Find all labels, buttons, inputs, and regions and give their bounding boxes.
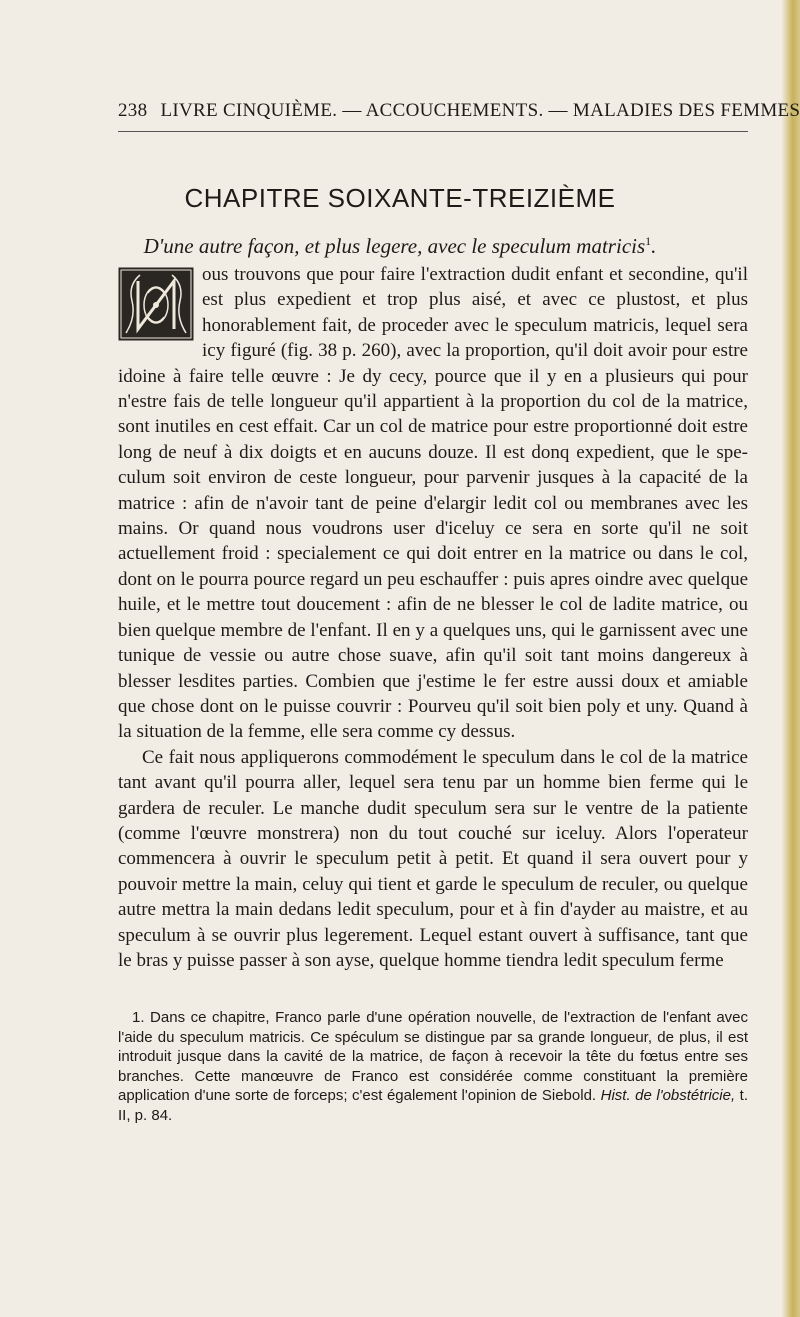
running-title: LIVRE CINQUIÈME. — ACCOUCHEMENTS. — MALADIES DES FEMMES (160, 100, 800, 121)
footnote-citation-pages: t. II, p. 84. (118, 1087, 749, 1124)
paragraph-1 (118, 262, 748, 745)
footnote-paragraph (118, 1008, 748, 1126)
footnote-citation-title: Hist. de l'obstétricie, (600, 1087, 736, 1105)
footnote (118, 1008, 748, 1126)
chapter-subtitle: D'une autre façon, et plus legere, avec le speculum matricis$^1$. (143, 234, 657, 258)
paragraph-1-text: ous trouvons que pour faire l'extraction dudit enfant et secondine, qu'il est plus expedient et trop plus aisé, et avec ce plustost, et plus honorablement fait, de proceder avec le speculum matricis, lequel sera icy figuré (fig. 38 p. 260), avec la proportion, qu'il doit avoir pour estre idoine à faire telle œuvre : Je dy cecy, pource que il y en a plusieurs qui pour n'estre fais de telle longueur qu'il appartient à la proportion du col de la matrice, sont inutiles en cest effait. Car un col de matrice pour estre proportionné doit estre long de neuf à dix doigts et en aucuns douze. Il est donq expedient, que le speculum soit environ de ceste longueur, pour parvenir jusques à la capacité de la matrice : afin de n'avoir tant de peine d'elargir ledit col ou membranes avec les mains. Or quand nous voudrons user d'iceluy ce sera en sorte qu'il ne soit actuellement froid : specialement ce qui doit entrer en la matrice ou dans le col, dont on le pourra pource regard un peu eschauffer : puis apres oindre avec quelque huile, et le mettre tout doucement : afin de ne blesser le col de ladite matrice, ou bien quelque membre de l'enfant. Il en y a quelques uns, qui le garnissent avec une tunique de vessie ou autre chose suave, afin qu'il soit tant moins dangereux à blesser lesdites parties. Combien que j'estime le fer estre aussi doux et amiable que chose dont on le puisse couvrir : Pourveu qu'il soit bien poly et uny. Quand à la situation de la femme, elle sera comme cy dessus. (118, 264, 748, 743)
running-header (118, 100, 800, 122)
page-number: 238 (118, 100, 148, 121)
body-text (118, 262, 748, 973)
decorated-initial-icon (118, 267, 194, 341)
footnote-text: 1. Dans ce chapitre, Franco parle d'une opération nouvelle, de l'extraction de l'enfant avec l'aide du speculum matricis. Ce spéculum se distingue par sa grande longueur, de plus, il est introduit jusque dans la cavité de la matrice, de façon à recevoir la tête du fœtus entre ses branches. Cette manœuvre de Franco est considérée comme constituant la première application d'une sorte de forceps; c'est également l'opinion de Siebold. (118, 1009, 748, 1105)
subtitle-text: D'une autre façon, et plus legere, avec le speculum matricis (143, 234, 646, 258)
footnote-mark: 1 (645, 234, 652, 248)
header-rule (118, 131, 748, 132)
chapter-title: CHAPITRE SOIXANTE-TREIZIÈME (184, 183, 616, 213)
paragraph-2: Ce fait nous appliquerons commodément le speculum dans le col de la matrice tant avant qu'il pourra aller, lequel sera tenu par un homme bien ferme qui le gardera de reculer. Le manche dudit speculum sera sur le ventre de la patiente (comme l'œuvre monstrera) non du tout couché sur iceluy. Alors l'operateur commencera à ouvrir le speculum petit à petit. Et quand il sera ouvert pour y pouvoir mettre la main, celuy qui tient et garde le speculum de reculer, ou quelque autre mettra la main dedans ledit speculum, pour et à fin d'ayder au maistre, et au speculum à se ouvrir plus legerement. Lequel estant ouvert à suffisance, tant que le bras y puisse passer à son ayse, quelque homme tiendra ledit speculum ferme (118, 746, 748, 971)
